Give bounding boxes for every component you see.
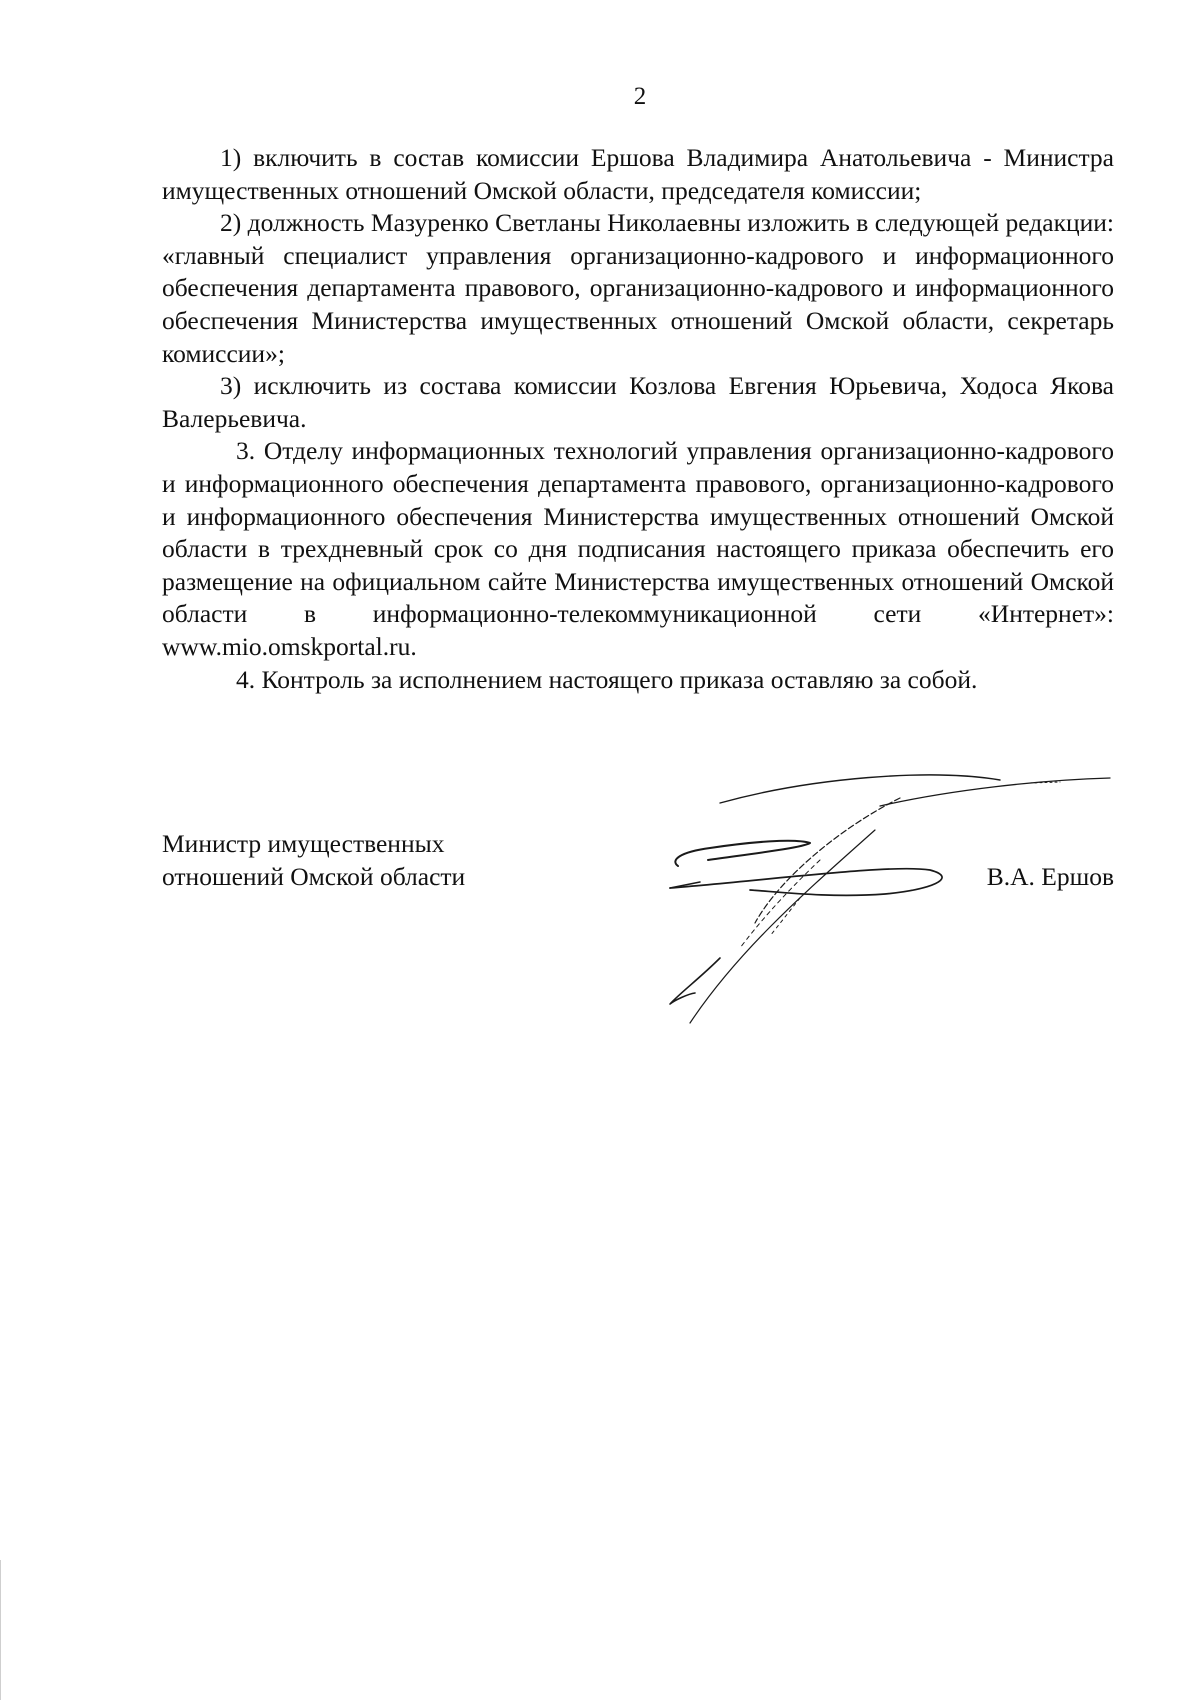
signer-title-line-2: отношений Омской области xyxy=(162,861,466,891)
paragraph-3-website-publication: 3. Отделу информационных технологий управления организационно-кадрового и информационного обеспечения департамента правового, организационно-кадрового и информационного обеспечения Министерства имущественных отношений Омской области в трехдневный срок со дня подписания настоящего приказа обеспечить его размещение на официальном сайте Министерства имущественных отношений Омской области в информационно-телекоммуникационной сети «Интернет»: www.mio.omskportal.ru. xyxy=(162,436,1114,661)
signer-title xyxy=(162,828,465,893)
signer-title-line-1: Министр имущественных xyxy=(162,829,445,858)
document-body xyxy=(162,142,1114,696)
paragraph-item-2: 2) должность Мазуренко Светланы Николаевны изложить в следующей редакции: «главный специалист управления организационно-кадрового и информационного обеспечения департамента правового, организационно-кадрового и информационного обеспечения Министерства имущественных отношений Омской области, секретарь комиссии»; xyxy=(162,208,1114,368)
paragraph-item-1: 1) включить в состав комиссии Ершова Владимира Анатольевича - Министра имущественных отношений Омской области, председателя комиссии; xyxy=(162,143,1114,205)
signature-block xyxy=(162,822,1114,1062)
signer-name: В.А. Ершов xyxy=(986,862,1114,891)
paragraph-item-3: 3) исключить из состава комиссии Козлова Евгения Юрьевича, Ходоса Якова Валерьевича. xyxy=(162,371,1114,433)
paragraph-4-control: 4. Контроль за исполнением настоящего приказа оставляю за собой. xyxy=(236,664,978,694)
scan-margin-line xyxy=(0,1560,1,1700)
page-number: 2 xyxy=(633,83,647,110)
